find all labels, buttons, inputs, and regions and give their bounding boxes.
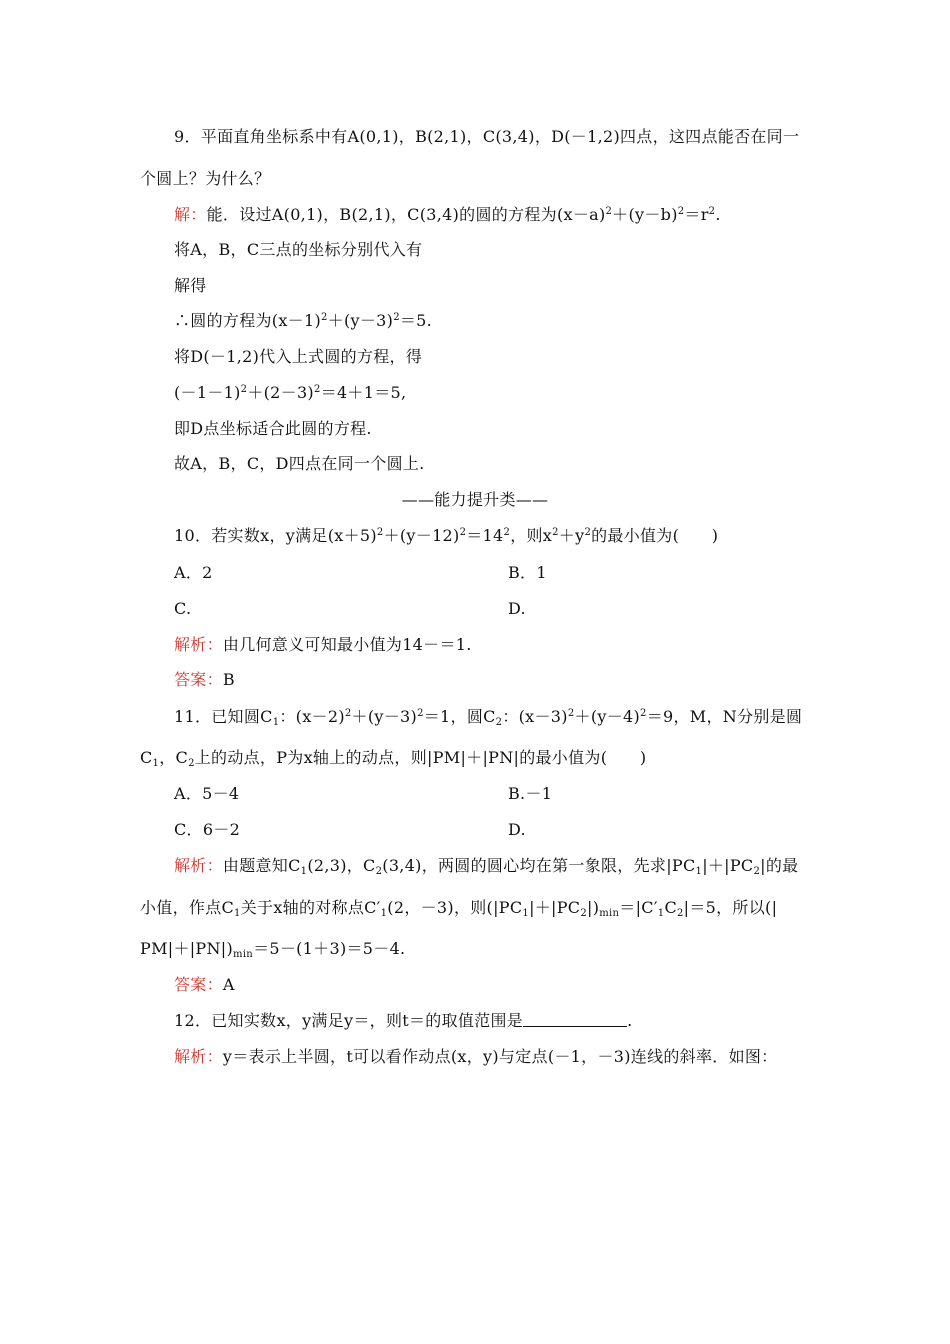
q10-option-d: D. bbox=[508, 599, 526, 618]
analysis-label: 解析： bbox=[174, 635, 223, 654]
q9-solution-line-3: 解得 bbox=[174, 276, 207, 295]
q10-analysis: 解析：由几何意义可知最小值为14－＝1. bbox=[174, 635, 472, 654]
answer-blank bbox=[523, 1012, 627, 1027]
q12-analysis: 解析：y＝表示上半圆，t可以看作动点(x，y)与定点(－1，－3)连线的斜率．如图： bbox=[174, 1047, 778, 1066]
solution-label: 解： bbox=[174, 205, 207, 224]
analysis-label: 解析： bbox=[174, 856, 223, 875]
q10-option-c: C. bbox=[174, 599, 192, 618]
q9-solution-line-6: $(-1-1)^2+(2-3)^2=4+1=5$, bbox=[174, 383, 407, 402]
q11-analysis-line-2: 小值，作点$C_1$关于x轴的对称点$C'_1(2$，－3)，则$(|PC_1|+|PC_2|)_{min}=|C'_1C_2|=5$，所以(| bbox=[140, 898, 778, 919]
q10-option-a: A．2 bbox=[174, 563, 213, 582]
q10-stem: 10．若实数x，y满足$(x+5)^2+(y-12)^2=14^2$，则$x^2+y^2$的最小值为( ) bbox=[174, 526, 719, 545]
q12-stem: 12．已知实数x，y满足y＝，则t＝的取值范围是 . bbox=[174, 1011, 633, 1030]
q11-analysis-line-3: $PM|+|PN|)_{min}=5-(1+3)=5-4$. bbox=[140, 939, 406, 960]
q9-stem-line-2: 个圆上？为什么？ bbox=[140, 169, 271, 188]
q9-solution-line-1: 解：能．设过A(0,1)，B(2,1)，C(3,4)的圆的方程为$(x-a)^2+(y-b)^2=r^2$. bbox=[174, 205, 721, 224]
q9-solution-line-7: 即D点坐标适合此圆的方程. bbox=[174, 419, 372, 438]
answer-label: 答案： bbox=[174, 670, 223, 689]
q11-option-d: D. bbox=[508, 820, 526, 839]
q9-solution-line-2: 将A，B，C三点的坐标分别代入有 bbox=[174, 240, 423, 259]
q11-stem-line-1: 11．已知圆$C_1$：$(x-2)^2+(y-3)^2=1$，圆$C_2$：$(x-3)^2+(y-4)^2=9$，M，N分别是圆 bbox=[174, 707, 803, 728]
q10-answer: 答案：B bbox=[174, 670, 235, 689]
q11-option-c: C．6－2 bbox=[174, 820, 241, 839]
q11-answer: 答案：A bbox=[174, 975, 235, 994]
q9-solution-line-8: 故A，B，C，D四点在同一个圆上. bbox=[174, 454, 425, 473]
analysis-label: 解析： bbox=[174, 1047, 223, 1066]
q11-stem-line-2: $C_1$，$C_2$上的动点，P为x轴上的动点，则|PM|＋|PN|的最小值为( ) bbox=[140, 748, 647, 769]
q9-stem-line-1: 9．平面直角坐标系中有A(0,1)，B(2,1)，C(3,4)，D(－1,2)四点，这四点能否在同一 bbox=[174, 127, 800, 146]
q10-option-b: B．1 bbox=[508, 563, 547, 582]
q9-solution-line-4: ∴圆的方程为$(x-1)^2+(y-3)^2=5$. bbox=[174, 311, 433, 330]
q11-analysis-line-1: 解析：由题意知$C_1(2,3)$，$C_2(3,4)$，两圆的圆心均在第一象限，先求$|PC_1|+|PC_2|$的最 bbox=[174, 856, 799, 877]
q9-solution-line-5: 将D(－1,2)代入上式圆的方程，得 bbox=[174, 347, 423, 366]
q11-option-a: A．5－4 bbox=[174, 784, 240, 803]
q11-option-b: B.－1 bbox=[508, 784, 553, 803]
section-title: ——能力提升类—— bbox=[401, 490, 549, 509]
answer-label: 答案： bbox=[174, 975, 223, 994]
